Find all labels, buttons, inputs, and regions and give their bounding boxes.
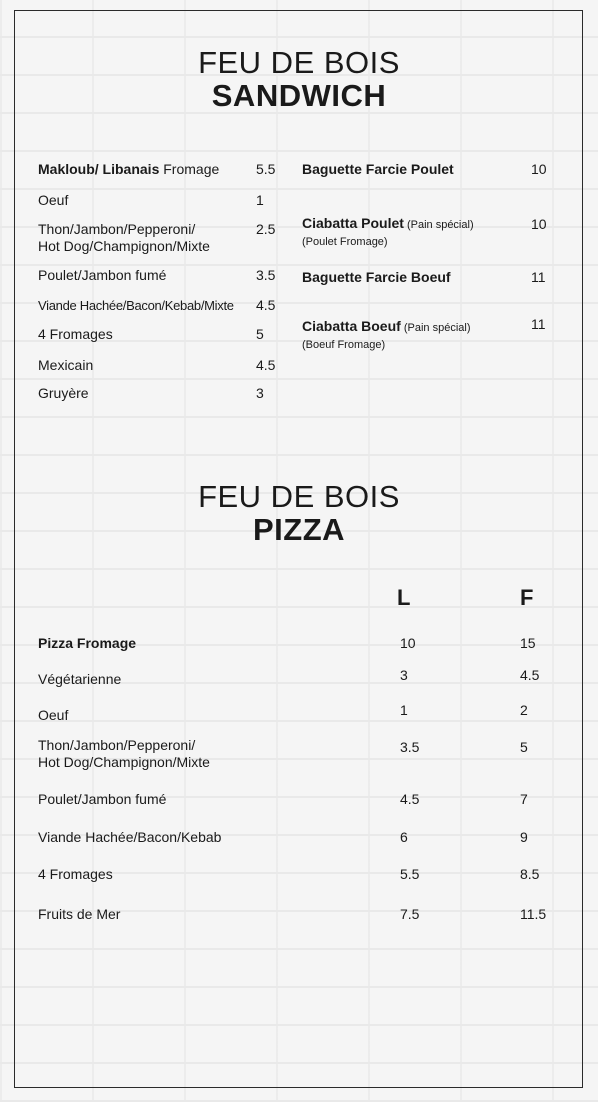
sandwich-item-price: 4.5 (256, 357, 276, 373)
sandwich-item-price: 3 (256, 385, 264, 401)
pizza-col-l-header: L (397, 585, 411, 610)
sandwich-item-name: Gruyère (38, 385, 89, 401)
sandwich-special-price: 10 (531, 161, 547, 177)
pizza-item-name: Viande Hachée/Bacon/Kebab (38, 829, 222, 845)
pizza-item-price-f: 2 (520, 702, 528, 718)
sandwich-item-price: 5 (256, 326, 264, 342)
sandwich-item-price: 5.5 (256, 161, 276, 177)
pizza-item-price-f: 4.5 (520, 667, 540, 683)
sandwich-item-price: 1 (256, 192, 264, 208)
pizza-title-bold: PIZZA (252, 511, 346, 547)
pizza-item-name: Végétarienne (38, 671, 122, 687)
sandwich-special-sub: (Poulet Fromage) (302, 236, 388, 248)
sandwich-item-price: 2.5 (256, 221, 276, 237)
pizza-item-price-l: 1 (400, 702, 408, 718)
pizza-item-price-l: 6 (400, 829, 408, 845)
pizza-item-price-l: 4.5 (400, 791, 420, 807)
sandwich-title-bold: SANDWICH (211, 77, 387, 113)
pizza-col-f-header: F (520, 585, 534, 610)
pizza-item-price-f: 7 (520, 791, 528, 807)
pizza-item-price-f: 8.5 (520, 866, 540, 882)
pizza-item-price-l: 10 (400, 635, 416, 651)
sandwich-item-name: Mexicain (38, 357, 94, 373)
sandwich-special-name: Baguette Farcie Boeuf (302, 269, 451, 285)
pizza-item-name: Fruits de Mer (38, 906, 121, 922)
sandwich-title-light: FEU DE BOIS (198, 45, 400, 80)
pizza-item-price-f: 5 (520, 739, 528, 755)
sandwich-item-price: 3.5 (256, 267, 276, 283)
pizza-item-name: Thon/Jambon/Pepperoni/ (38, 737, 196, 753)
pizza-heading (0, 481, 598, 546)
pizza-title-light: FEU DE BOIS (198, 479, 400, 514)
sandwich-special-price: 11 (531, 316, 546, 332)
pizza-item-price-l: 3.5 (400, 739, 420, 755)
pizza-item-price-l: 7.5 (400, 906, 420, 922)
sandwich-item-name: Viande Hachée/Bacon/Kebab/Mixte (38, 298, 234, 313)
pizza-item-price-l: 3 (400, 667, 408, 683)
pizza-item-price-f: 9 (520, 829, 528, 845)
sandwich-item-name: Makloub/ Libanais Fromage (38, 161, 220, 177)
pizza-item-name: Poulet/Jambon fumé (38, 791, 167, 807)
sandwich-item-name-line2: Hot Dog/Champignon/Mixte (38, 238, 210, 254)
sandwich-item-name: 4 Fromages (38, 326, 113, 342)
sandwich-item-price: 4.5 (256, 297, 276, 313)
sandwich-special-name: Ciabatta Boeuf (Pain spécial) (302, 318, 471, 334)
sandwich-special-price: 11 (531, 269, 546, 285)
pizza-item-price-f: 15 (520, 635, 536, 651)
sandwich-item-name: Oeuf (38, 192, 69, 208)
sandwich-special-sub: (Boeuf Fromage) (302, 339, 386, 351)
sandwich-special-price: 10 (531, 216, 547, 232)
sandwich-item-name: Poulet/Jambon fumé (38, 267, 167, 283)
pizza-item-name-line2: Hot Dog/Champignon/Mixte (38, 754, 210, 770)
sandwich-special-name: Ciabatta Poulet (Pain spécial) (302, 215, 474, 231)
sandwich-special-name: Baguette Farcie Poulet (302, 161, 454, 177)
sandwich-heading (0, 47, 598, 112)
sandwich-item-name: Thon/Jambon/Pepperoni/ (38, 221, 196, 237)
pizza-item-name: Oeuf (38, 707, 69, 723)
pizza-item-price-l: 5.5 (400, 866, 420, 882)
pizza-item-name: 4 Fromages (38, 866, 113, 882)
pizza-item-name: Pizza Fromage (38, 635, 137, 651)
pizza-item-price-f: 11.5 (520, 906, 547, 922)
